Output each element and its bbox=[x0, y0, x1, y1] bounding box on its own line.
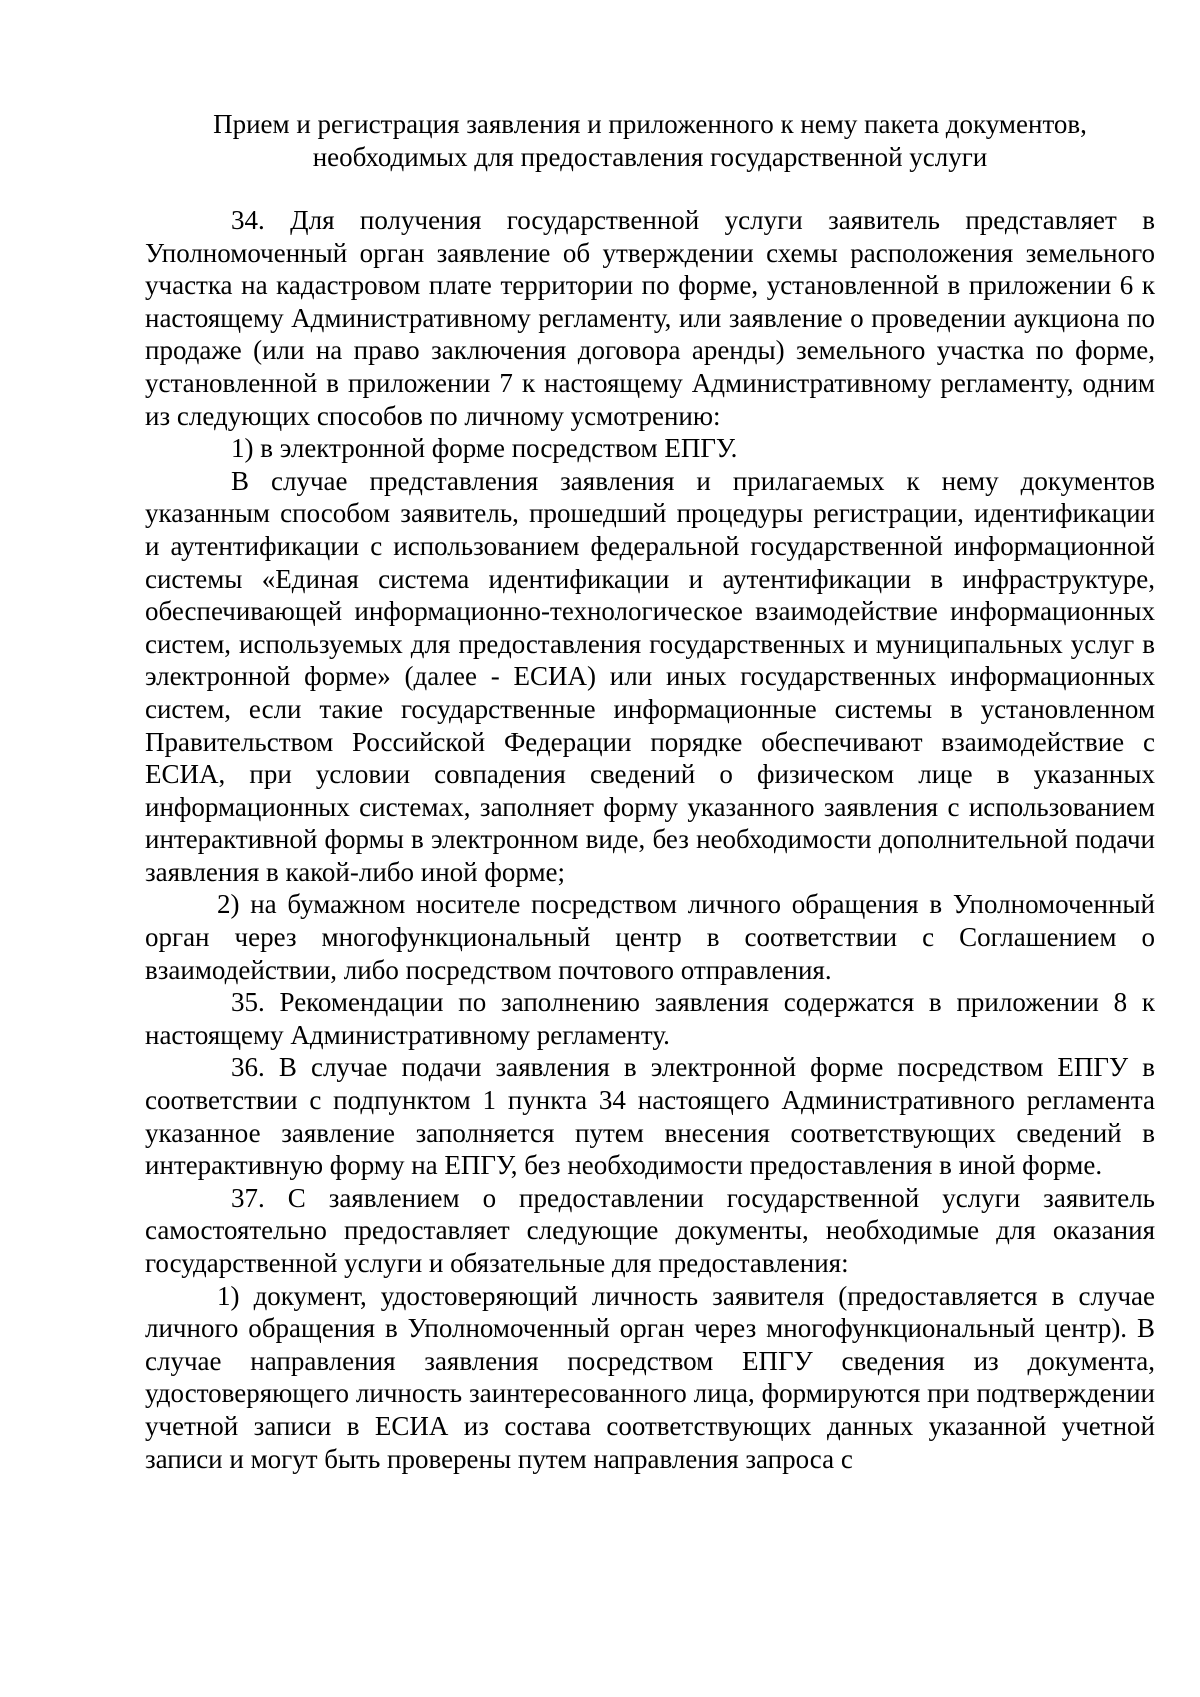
title-line-1: Прием и регистрация заявления и приложенного к нему пакета документов, bbox=[213, 109, 1087, 139]
paragraph-34: 34. Для получения государственной услуги заявитель представляет в Уполномоченный орган заявление об утверждении схемы расположения земельного участка на кадастровом плате территории по форме, установленной в приложении 6 к настоящему Административному регламенту, или заявление о проведении аукциона по продаже (или на право заключения договора аренды) земельного участка по форме, установленной в приложении 7 к настоящему Административному регламенту, одним из следующих способов по личному усмотрению: bbox=[145, 205, 1155, 431]
title-line-2: необходимых для предоставления государственной услуги bbox=[312, 142, 988, 172]
document-page bbox=[145, 108, 1155, 1475]
paragraph-34-item-2: 2) на бумажном носителе посредством личного обращения в Уполномоченный орган через многофункциональный центр в соответствии с Соглашением о взаимодействии, либо посредством почтового отправления. bbox=[145, 889, 1155, 985]
paragraph-35: 35. Рекомендации по заполнению заявления содержатся в приложении 8 к настоящему Административному регламенту. bbox=[145, 987, 1155, 1050]
paragraph-37: 37. С заявлением о предоставлении государственной услуги заявитель самостоятельно предоставляет следующие документы, необходимые для оказания государственной услуги и обязательные для предоставления: bbox=[145, 1182, 1155, 1278]
paragraph-34-item-1: 1) в электронной форме посредством ЕПГУ. bbox=[231, 433, 738, 464]
paragraph-36: 36. В случае подачи заявления в электронной форме посредством ЕПГУ в соответствии с подпунктом 1 пункта 34 настоящего Административного регламента указанное заявление заполняется путем внесения соответствующих сведений в интерактивную форму на ЕПГУ, без необходимости предоставления в иной форме. bbox=[145, 1052, 1155, 1181]
paragraph-34-item-1-details: В случае представления заявления и прилагаемых к нему документов указанным способом заявитель, прошедший процедуры регистрации, идентификации и аутентификации с использованием федеральной государственной информационной системы «Единая система идентификации и аутентификации в инфраструктуре, обеспечивающей информационно-технологическое взаимодействие информационных систем, используемых для предоставления государственных и муниципальных услуг в электронной форме» (далее - ЕСИА) или иных государственных информационных систем, если такие государственные информационные системы в установленном Правительством Российской Федерации порядке обеспечивают взаимодействие с ЕСИА, при условии совпадения сведений о физическом лице в указанных информационных системах, заполняет форму указанного заявления с использованием интерактивной формы в электронном виде, без необходимости дополнительной подачи заявления в какой-либо иной форме; bbox=[145, 465, 1155, 887]
paragraph-37-item-1: 1) документ, удостоверяющий личность заявителя (предоставляется в случае личного обращения в Уполномоченный орган через многофункциональный центр). В случае направления заявления посредством ЕПГУ сведения из документа, удостоверяющего личность заинтересованного лица, формируются при подтверждении учетной записи в ЕСИА из состава соответствующих данных указанной учетной записи и могут быть проверены путем направления запроса с bbox=[145, 1280, 1155, 1474]
document-title bbox=[145, 108, 1155, 174]
